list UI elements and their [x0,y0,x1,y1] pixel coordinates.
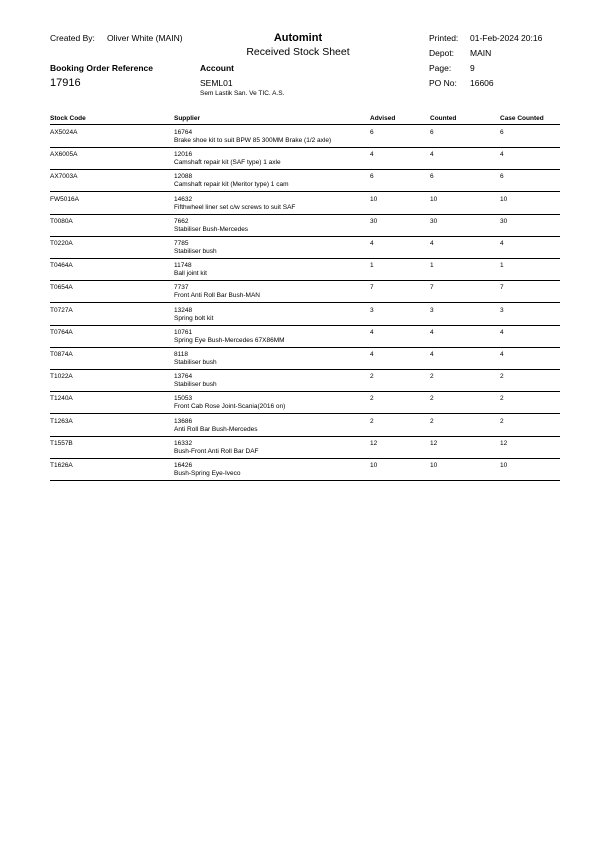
advised-cell: 12 [370,439,378,447]
row-divider [50,191,560,192]
row-divider [50,413,560,414]
supplier-no-cell: 13686 [174,417,193,425]
case-counted-cell: 10 [500,462,508,469]
supplier-no-cell: 16426 [174,462,193,469]
advised-cell: 4 [370,240,374,247]
advised-cell: 2 [370,373,374,381]
row-divider [50,369,560,370]
advised-cell: 4 [370,151,374,159]
description-cell: Spring bolt kit [174,314,214,322]
case-counted-cell: 12 [500,439,508,447]
created-by-value: Oliver White (MAIN) [107,33,183,43]
col-stock-code: Stock Code [50,115,86,122]
stock-code-cell: T0654A [50,284,73,292]
case-counted-cell: 4 [500,351,504,358]
stock-code-cell: T0764A [50,328,73,336]
description-cell: Bush-Front Anti Roll Bar DAF [174,447,259,455]
stock-code-cell: AX6005A [50,151,78,159]
counted-cell: 4 [430,328,434,336]
case-counted-cell: 2 [500,395,504,403]
stock-code-cell: T0080A [50,217,73,225]
row-divider [50,214,560,215]
advised-cell: 10 [370,195,378,203]
counted-cell: 6 [430,173,434,181]
account-code: SEML01 [200,78,233,88]
advised-cell: 30 [370,217,378,225]
description-cell: Camshaft repair kit (SAF type) 1 axle [174,159,281,167]
counted-cell: 10 [430,462,438,469]
advised-cell: 1 [370,262,374,270]
stock-code-cell: T1022A [50,373,73,381]
row-divider [50,391,560,392]
counted-cell: 10 [430,195,438,203]
description-cell: Fifthwheel liner set c/w screws to suit SAF [174,203,296,211]
description-cell: Spring Eye Bush-Mercedes 67X86MM [174,336,285,344]
row-divider [50,325,560,326]
counted-cell: 2 [430,417,434,425]
counted-cell: 6 [430,129,434,136]
case-counted-cell: 7 [500,284,504,292]
po-value: 16606 [470,78,494,88]
page-label: Page: [429,63,452,73]
advised-cell: 4 [370,351,374,358]
row-divider [50,280,560,281]
stock-code-cell: T1240A [50,395,73,403]
counted-cell: 1 [430,262,434,270]
depot-value: MAIN [470,48,492,58]
description-cell: Brake shoe kit to suit BPW 85 300MM Brake (1/2 axle) [174,137,332,144]
counted-cell: 4 [430,351,434,358]
row-divider [50,347,560,348]
row-divider [50,147,560,148]
supplier-no-cell: 15053 [174,395,193,403]
advised-cell: 6 [370,173,374,181]
advised-cell: 2 [370,395,374,403]
page-value: 9 [470,63,475,73]
description-cell: Stabiliser bush [174,248,217,255]
case-counted-cell: 6 [500,173,504,181]
advised-cell: 4 [370,328,374,336]
printed-value: 01-Feb-2024 20:16 [470,33,543,43]
counted-cell: 3 [430,306,434,314]
stock-code-cell: T0727A [50,306,73,314]
stock-code-cell: AX5024A [50,129,78,136]
description-cell: Stabiliser bush [174,381,217,389]
supplier-no-cell: 7662 [174,217,189,225]
col-case-counted: Case Counted [500,115,544,122]
case-counted-cell: 4 [500,151,504,159]
supplier-no-cell: 7785 [174,240,189,247]
supplier-no-cell: 8118 [174,351,188,358]
description-cell: Front Anti Roll Bar Bush-MAN [174,292,260,300]
case-counted-cell: 3 [500,306,504,314]
counted-cell: 2 [430,373,434,381]
description-cell: Anti Roll Bar Bush-Mercedes [174,425,258,433]
row-divider [50,436,560,437]
account-name: Sem Lastik San. Ve TIC. A.S. [200,90,285,97]
printed-label: Printed: [429,33,459,43]
description-cell: Stabiliser Bush-Mercedes [174,225,249,233]
row-divider [50,236,560,237]
counted-cell: 4 [430,151,434,159]
supplier-no-cell: 14632 [174,195,193,203]
sheet-title: Received Stock Sheet [246,46,350,58]
advised-cell: 2 [370,417,374,425]
supplier-no-cell: 12016 [174,151,193,159]
description-cell: Bush-Spring Eye-Iveco [174,470,241,477]
booking-ref-label: Booking Order Reference [50,63,153,73]
stock-code-cell: T0464A [50,262,73,270]
counted-cell: 7 [430,284,434,292]
description-cell: Ball joint kit [174,270,207,278]
case-counted-cell: 2 [500,373,504,381]
stock-code-cell: T0220A [50,240,73,247]
description-cell: Camshaft repair kit (Meritor type) 1 cam [174,181,289,189]
supplier-no-cell: 16764 [174,129,193,136]
row-divider [50,169,560,170]
account-label: Account [200,63,234,73]
stock-code-cell: T1557B [50,439,73,447]
col-advised: Advised [370,115,396,122]
col-supplier: Supplier [174,115,201,122]
col-counted: Counted [430,115,457,122]
counted-cell: 4 [430,240,434,247]
description-cell: Stabiliser bush [174,359,217,366]
created-by-label: Created By: [50,33,95,43]
case-counted-cell: 4 [500,328,504,336]
case-counted-cell: 6 [500,129,504,136]
counted-cell: 2 [430,395,434,403]
row-divider [50,458,560,459]
depot-label: Depot: [429,48,455,58]
advised-cell: 6 [370,129,374,136]
supplier-no-cell: 16332 [174,439,193,447]
row-divider [50,258,560,259]
advised-cell: 3 [370,306,374,314]
supplier-no-cell: 13764 [174,373,193,381]
supplier-no-cell: 12088 [174,173,193,181]
case-counted-cell: 10 [500,195,508,203]
stock-code-cell: T1626A [50,462,73,469]
stock-code-cell: T1263A [50,417,73,425]
advised-cell: 7 [370,284,374,292]
case-counted-cell: 1 [500,262,504,270]
supplier-no-cell: 7737 [174,284,189,292]
description-cell: Front Cab Rose Joint-Scania(2016 on) [174,403,286,411]
stock-code-cell: T0874A [50,351,73,358]
row-divider [50,480,560,481]
company-title: Automint [273,32,323,44]
supplier-no-cell: 10761 [174,328,193,336]
row-divider [50,302,560,303]
po-label: PO No: [429,78,457,88]
advised-cell: 10 [370,462,378,469]
supplier-no-cell: 13248 [174,306,193,314]
supplier-no-cell: 11748 [174,262,192,270]
booking-ref-value: 17916 [50,77,81,89]
counted-cell: 30 [430,217,438,225]
header-rule [50,124,560,125]
case-counted-cell: 30 [500,217,508,225]
case-counted-cell: 2 [500,417,504,425]
stock-code-cell: AX7003A [50,173,78,181]
stock-code-cell: FW5016A [50,195,79,203]
case-counted-cell: 4 [500,240,504,247]
counted-cell: 12 [430,439,438,447]
